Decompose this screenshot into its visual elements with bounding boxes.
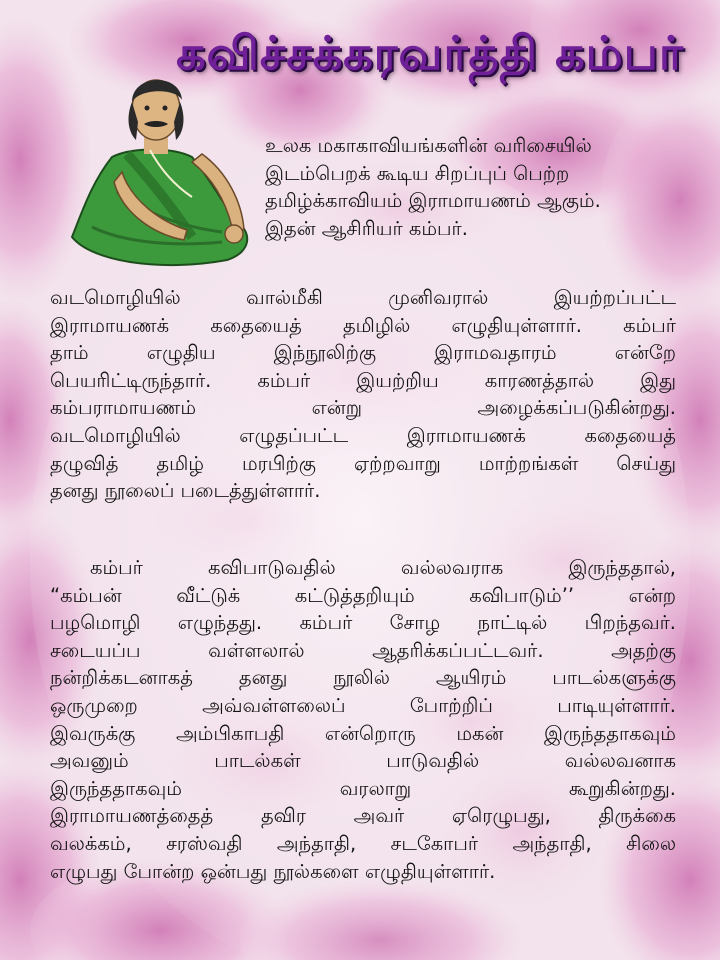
paragraph-line: தாம் எழுதிய இந்நூலிற்கு இராமவதாரம் என்றே xyxy=(50,341,676,365)
paragraph-line: பழமொழி எழுந்தது. கம்பர் சோழ நாட்டில் பிறந்தவர். xyxy=(50,611,676,635)
paragraph-line: வலக்கம், சரஸ்வதி அந்தாதி, சடகோபர் அந்தாதி, சிலை xyxy=(50,831,676,855)
paragraph-line: “கம்பன் வீட்டுக் கட்டுத்தறியும் கவிபாடும்’’ என்ற xyxy=(50,583,676,607)
paragraph-line: இராமாயணக் கதையைத் தமிழில் எழுதியுள்ளார். கம்பர் xyxy=(50,313,676,337)
intro-line: இதன் ஆசிரியர் கம்பர். xyxy=(265,216,468,240)
page-title: கவிச்சக்கரவர்த்தி கம்பர் xyxy=(176,26,684,80)
paragraph-line: ஒருமுறை அவ்வள்ளலைப் போற்றிப் பாடியுள்ளார். xyxy=(50,693,676,717)
paragraph-line: நன்றிக்கடனாகத் தனது நூலில் ஆயிரம் பாடல்களுக்கு xyxy=(50,666,676,690)
intro-line: உலக மகாகாவியங்களின் வரிசையில் xyxy=(265,134,592,157)
paragraph-line: கம்பராமாயணம் என்று அழைக்கப்படுகின்றது. xyxy=(50,396,676,420)
paragraph-line: இருந்ததாகவும் வரலாறு கூறுகின்றது. xyxy=(50,776,676,800)
paragraph-1 xyxy=(50,284,676,505)
poet-portrait-icon xyxy=(52,62,262,272)
paragraph-2 xyxy=(50,554,676,885)
paragraph-line: கம்பர் கவிபாடுவதில் வல்லவராக இருந்ததால், xyxy=(90,556,676,579)
paragraph-line: எழுபது போன்ற ஒன்பது நூல்களை எழுதியுள்ளார். xyxy=(50,859,496,883)
intro-text xyxy=(265,132,685,242)
paragraph-line: சடையப்ப வள்ளலால் ஆதரிக்கப்பட்டவர். அதற்கு xyxy=(50,638,676,662)
intro-line: தமிழ்க்காவியம் இராமாயணம் ஆகும். xyxy=(265,189,601,212)
paragraph-line: பெயரிட்டிருந்தார். கம்பர் இயற்றிய காரணத்தால் இது xyxy=(50,368,676,392)
paragraph-line: வடமொழியில் எழுதப்பட்ட இராமாயணக் கதையைத் xyxy=(50,423,676,447)
paragraph-line: தழுவித் தமிழ் மரபிற்கு ஏற்றவாறு மாற்றங்கள் செய்து xyxy=(50,451,676,475)
paragraph-line: வடமொழியில் வால்மீகி முனிவரால் இயற்றப்பட்ட xyxy=(50,286,676,309)
paragraph-line: அவனும் பாடல்கள் பாடுவதில் வல்லவனாக xyxy=(50,749,676,773)
paragraph-line: தனது நூலைப் படைத்துள்ளார். xyxy=(50,479,321,503)
intro-line: இடம்பெறக் கூடிய சிறப்புப் பெற்ற xyxy=(265,161,570,185)
paragraph-line: இராமாயணத்தைத் தவிர அவர் ஏரெழுபது, திருக்கை xyxy=(50,804,676,828)
paragraph-line: இவருக்கு அம்பிகாபதி என்றொரு மகன் இருந்ததாகவும் xyxy=(50,721,676,745)
